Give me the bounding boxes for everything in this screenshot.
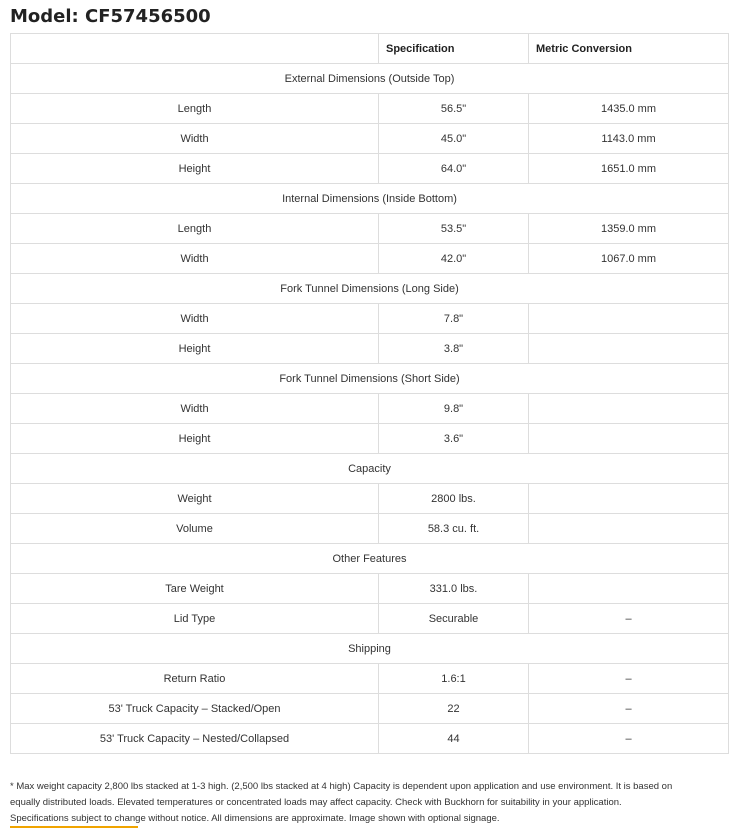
page-title: Model: CF57456500	[10, 6, 211, 27]
table-row	[11, 724, 729, 754]
table-row	[11, 154, 729, 184]
table-row	[11, 124, 729, 154]
row-specification: 331.0 lbs.	[379, 574, 529, 604]
header-specification: Specification	[379, 34, 529, 64]
table-row	[11, 244, 729, 274]
table-row	[11, 574, 729, 604]
spec-table	[10, 33, 729, 754]
section-row	[11, 184, 729, 214]
section-heading: External Dimensions (Outside Top)	[11, 64, 729, 94]
row-metric: 1359.0 mm	[529, 214, 729, 244]
section-heading: Capacity	[11, 454, 729, 484]
spec-table-body	[11, 64, 729, 754]
row-specification: 45.0"	[379, 124, 529, 154]
row-label: Height	[11, 424, 379, 454]
table-row	[11, 514, 729, 544]
row-label: Length	[11, 214, 379, 244]
row-specification: 44	[379, 724, 529, 754]
row-specification: 9.8"	[379, 394, 529, 424]
section-row	[11, 454, 729, 484]
row-specification: 2800 lbs.	[379, 484, 529, 514]
row-label: Height	[11, 334, 379, 364]
section-row	[11, 634, 729, 664]
row-metric: –	[529, 724, 729, 754]
table-row	[11, 394, 729, 424]
row-label: Tare Weight	[11, 574, 379, 604]
row-specification: 58.3 cu. ft.	[379, 514, 529, 544]
table-row	[11, 334, 729, 364]
row-metric	[529, 574, 729, 604]
row-metric: –	[529, 664, 729, 694]
row-specification: 53.5"	[379, 214, 529, 244]
table-row	[11, 604, 729, 634]
row-metric: –	[529, 694, 729, 724]
section-row	[11, 364, 729, 394]
header-blank	[11, 34, 379, 64]
table-row	[11, 214, 729, 244]
table-row	[11, 664, 729, 694]
row-label: Width	[11, 394, 379, 424]
row-label: Return Ratio	[11, 664, 379, 694]
row-specification: 7.8"	[379, 304, 529, 334]
row-metric: 1067.0 mm	[529, 244, 729, 274]
row-specification: 56.5"	[379, 94, 529, 124]
row-specification: Securable	[379, 604, 529, 634]
row-label: 53' Truck Capacity – Nested/Collapsed	[11, 724, 379, 754]
section-heading: Internal Dimensions (Inside Bottom)	[11, 184, 729, 214]
row-metric	[529, 514, 729, 544]
row-metric: 1143.0 mm	[529, 124, 729, 154]
section-heading: Fork Tunnel Dimensions (Long Side)	[11, 274, 729, 304]
row-label: Length	[11, 94, 379, 124]
row-label: Lid Type	[11, 604, 379, 634]
row-label: Width	[11, 124, 379, 154]
table-row	[11, 94, 729, 124]
row-label: Weight	[11, 484, 379, 514]
row-metric	[529, 304, 729, 334]
row-specification: 42.0"	[379, 244, 529, 274]
section-row	[11, 64, 729, 94]
row-label: Width	[11, 244, 379, 274]
footnote-line-3: Specifications subject to change without notice. All dimensions are approximate. Image shown with optional signage.	[10, 813, 500, 824]
row-metric	[529, 484, 729, 514]
footnote-line-2: equally distributed loads. Elevated temperatures or concentrated loads may affect capacity. Check with Buckhorn for suitability in your application.	[10, 797, 622, 808]
row-metric: 1435.0 mm	[529, 94, 729, 124]
section-heading: Fork Tunnel Dimensions (Short Side)	[11, 364, 729, 394]
row-label: Width	[11, 304, 379, 334]
footnote-line-1: * Max weight capacity 2,800 lbs stacked at 1-3 high. (2,500 lbs stacked at 4 high) Capacity is dependent upon application and use environment. It is based on	[10, 781, 673, 792]
row-metric: 1651.0 mm	[529, 154, 729, 184]
row-specification: 1.6:1	[379, 664, 529, 694]
footnote	[10, 779, 728, 827]
row-specification: 64.0"	[379, 154, 529, 184]
section-row	[11, 544, 729, 574]
table-row	[11, 304, 729, 334]
section-heading: Shipping	[11, 634, 729, 664]
table-row	[11, 484, 729, 514]
accent-underline	[10, 826, 138, 828]
row-metric	[529, 334, 729, 364]
table-header-row	[11, 34, 729, 64]
row-specification: 3.8"	[379, 334, 529, 364]
section-heading: Other Features	[11, 544, 729, 574]
row-metric	[529, 394, 729, 424]
row-metric	[529, 424, 729, 454]
row-specification: 3.6"	[379, 424, 529, 454]
table-row	[11, 424, 729, 454]
row-label: 53' Truck Capacity – Stacked/Open	[11, 694, 379, 724]
row-label: Height	[11, 154, 379, 184]
row-label: Volume	[11, 514, 379, 544]
row-specification: 22	[379, 694, 529, 724]
table-row	[11, 694, 729, 724]
header-metric-conversion: Metric Conversion	[529, 34, 729, 64]
row-metric: –	[529, 604, 729, 634]
section-row	[11, 274, 729, 304]
